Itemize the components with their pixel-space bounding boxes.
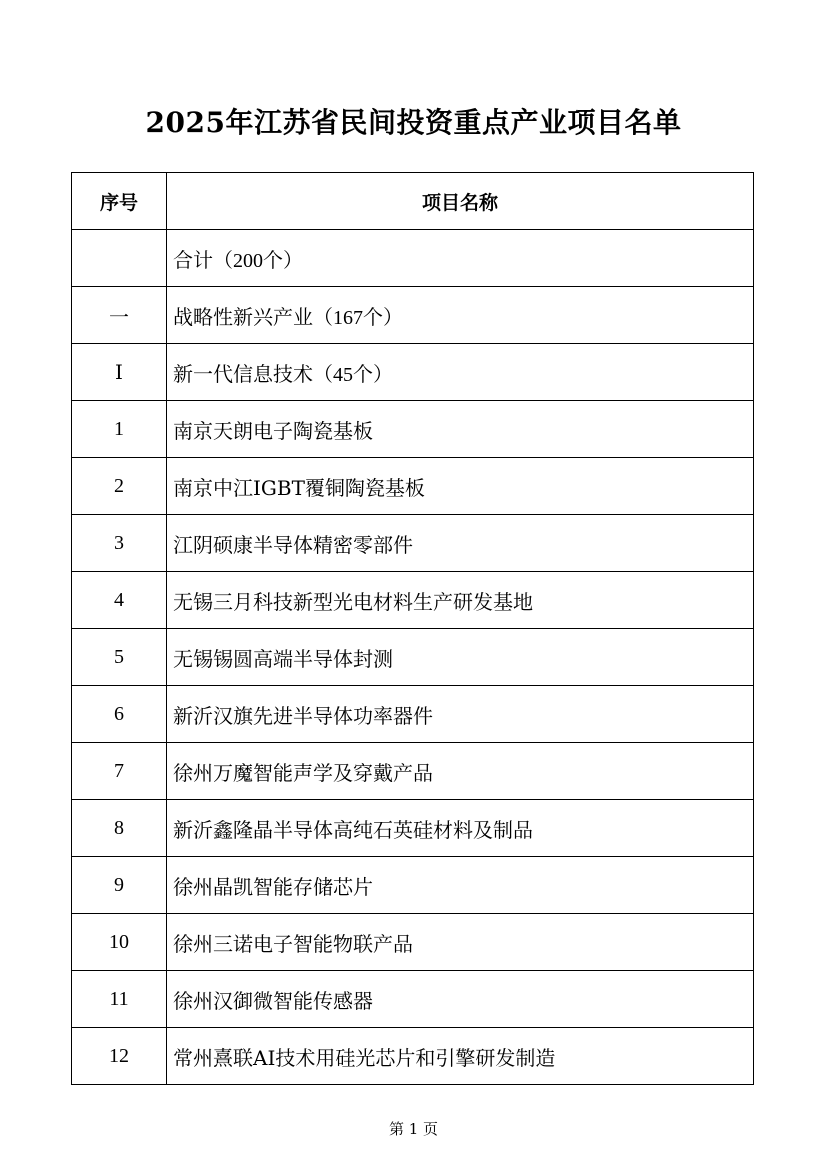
row-seq: 5 [72, 629, 167, 686]
total-row [72, 230, 754, 287]
table-row [72, 857, 754, 914]
row-seq: 1 [72, 401, 167, 458]
row-seq: 3 [72, 515, 167, 572]
table-row [72, 629, 754, 686]
row-name: 南京中江IGBT覆铜陶瓷基板 [167, 458, 754, 515]
total-label-text: 合计（ [173, 247, 233, 272]
category-seq: 一 [72, 287, 167, 344]
row-seq: 8 [72, 800, 167, 857]
row-seq: 6 [72, 686, 167, 743]
row-seq: 2 [72, 458, 167, 515]
row-name: 新沂汉旗先进半导体功率器件 [167, 686, 754, 743]
table-row [72, 401, 754, 458]
row-name: 徐州晶凯智能存储芯片 [167, 857, 754, 914]
row-name: 无锡锡圆高端半导体封测 [167, 629, 754, 686]
subcategory-seq: Ⅰ [72, 344, 167, 401]
table-row [72, 914, 754, 971]
header-seq: 序号 [72, 173, 167, 230]
category-suffix: 个） [363, 304, 403, 329]
row-name: 新沂鑫隆晶半导体高纯石英硅材料及制品 [167, 800, 754, 857]
total-count: 200 [233, 249, 263, 272]
header-name: 项目名称 [167, 173, 754, 230]
row-name: 常州熹联AI技术用硅光芯片和引擎研发制造 [167, 1028, 754, 1085]
row-name: 徐州三诺电子智能物联产品 [167, 914, 754, 971]
table-row [72, 800, 754, 857]
table-row [72, 1028, 754, 1085]
row-seq: 4 [72, 572, 167, 629]
row-name: 徐州万魔智能声学及穿戴产品 [167, 743, 754, 800]
row-name: 徐州汉御微智能传感器 [167, 971, 754, 1028]
row-seq: 11 [72, 971, 167, 1028]
row-seq: 10 [72, 914, 167, 971]
table-header-row [72, 173, 754, 230]
subcategory-count: 45 [333, 363, 353, 386]
category-label-text: 战略性新兴产业（ [173, 304, 333, 329]
total-suffix: 个） [263, 247, 303, 272]
subcategory-label-text: 新一代信息技术（ [173, 361, 333, 386]
row-seq: 9 [72, 857, 167, 914]
table-row [72, 515, 754, 572]
subcategory-row [72, 344, 754, 401]
table-row [72, 458, 754, 515]
row-name: 无锡三月科技新型光电材料生产研发基地 [167, 572, 754, 629]
table-row [72, 572, 754, 629]
subcategory-suffix: 个） [353, 361, 393, 386]
project-table [71, 172, 754, 1085]
page-number: 第 1 页 [388, 1120, 439, 1138]
document-title: 2025年江苏省民间投资重点产业项目名单 [145, 106, 682, 139]
row-name: 南京天朗电子陶瓷基板 [167, 401, 754, 458]
table-row [72, 686, 754, 743]
subcategory-label [167, 344, 754, 401]
category-count: 167 [333, 306, 363, 329]
total-label [167, 230, 754, 287]
table-row [72, 743, 754, 800]
total-seq [72, 230, 167, 287]
row-seq: 7 [72, 743, 167, 800]
row-name: 江阴硕康半导体精密零部件 [167, 515, 754, 572]
category-row [72, 287, 754, 344]
row-seq: 12 [72, 1028, 167, 1085]
category-label [167, 287, 754, 344]
table-row [72, 971, 754, 1028]
